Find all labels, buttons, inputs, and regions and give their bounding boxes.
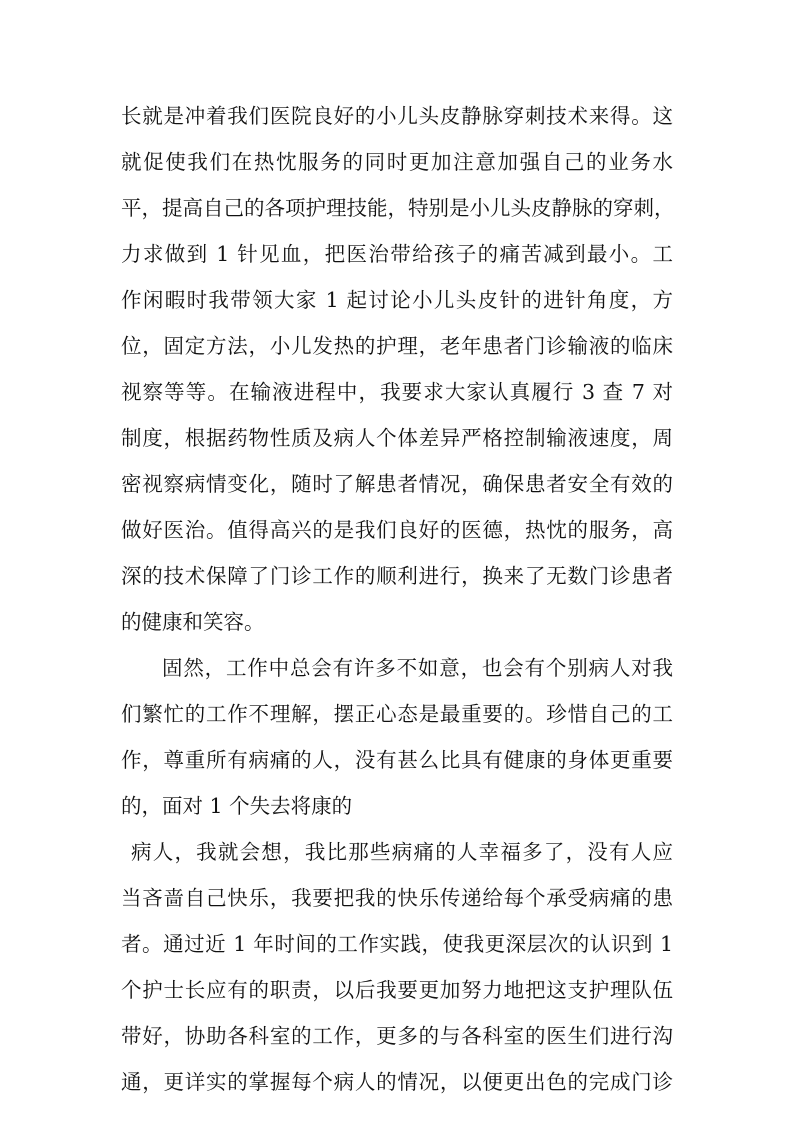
text-line: 们繁忙的工作不理解，摆正心态是最重要的。珍惜自己的工 bbox=[121, 702, 673, 726]
text-line: 密视察病情变化，随时了解患者情况，确保患者安全有效的 bbox=[121, 472, 673, 496]
text-line: 者。通过近 1 年时间的工作实践，使我更深层次的认识到 1 bbox=[121, 932, 673, 956]
text-line: 个护士长应有的职责，以后我要更加努力地把这支护理队伍 bbox=[121, 978, 673, 1002]
text-line: 通，更详实的掌握每个病人的情况，以便更出色的完成门诊 bbox=[121, 1070, 673, 1094]
text-line: 病人，我就会想，我比那些病痛的人幸福多了，没有人应 bbox=[131, 840, 673, 864]
text-line: 平，提高自己的各项护理技能，特别是小儿头皮静脉的穿刺， bbox=[121, 196, 675, 220]
text-line: 长就是冲着我们医院良好的小儿头皮静脉穿刺技术来得。这 bbox=[121, 104, 673, 128]
text-line: 当吝啬自己快乐，我要把我的快乐传递给每个承受病痛的患 bbox=[121, 886, 673, 910]
text-line: 作闲暇时我带领大家 1 起讨论小儿头皮针的进针角度，方 bbox=[121, 288, 673, 312]
paragraph-first-line: 固然，工作中总会有许多不如意，也会有个别病人对我 bbox=[162, 656, 673, 680]
text-line: 就促使我们在热忱服务的同时更加注意加强自己的业务水 bbox=[121, 150, 673, 174]
text-line: 的健康和笑容。 bbox=[121, 610, 265, 634]
text-line: 做好医治。值得高兴的是我们良好的医德，热忱的服务，高 bbox=[121, 518, 673, 542]
text-line: 制度，根据药物性质及病人个体差异严格控制输液速度，周 bbox=[121, 426, 673, 450]
text-line: 位，固定方法，小儿发热的护理，老年患者门诊输液的临床 bbox=[121, 334, 673, 358]
text-line: 作，尊重所有病痛的人，没有甚么比具有健康的身体更重要 bbox=[121, 748, 673, 772]
text-line: 视察等等。在输液进程中，我要求大家认真履行 3 查 7 对 bbox=[121, 380, 673, 404]
text-line: 力求做到 1 针见血，把医治带给孩子的痛苦减到最小。工 bbox=[121, 242, 673, 266]
text-line: 带好，协助各科室的工作，更多的与各科室的医生们进行沟 bbox=[121, 1024, 673, 1048]
text-line: 的，面对 1 个失去将康的 bbox=[121, 794, 353, 818]
text-line: 深的技术保障了门诊工作的顺利进行，换来了无数门诊患者 bbox=[121, 564, 673, 588]
